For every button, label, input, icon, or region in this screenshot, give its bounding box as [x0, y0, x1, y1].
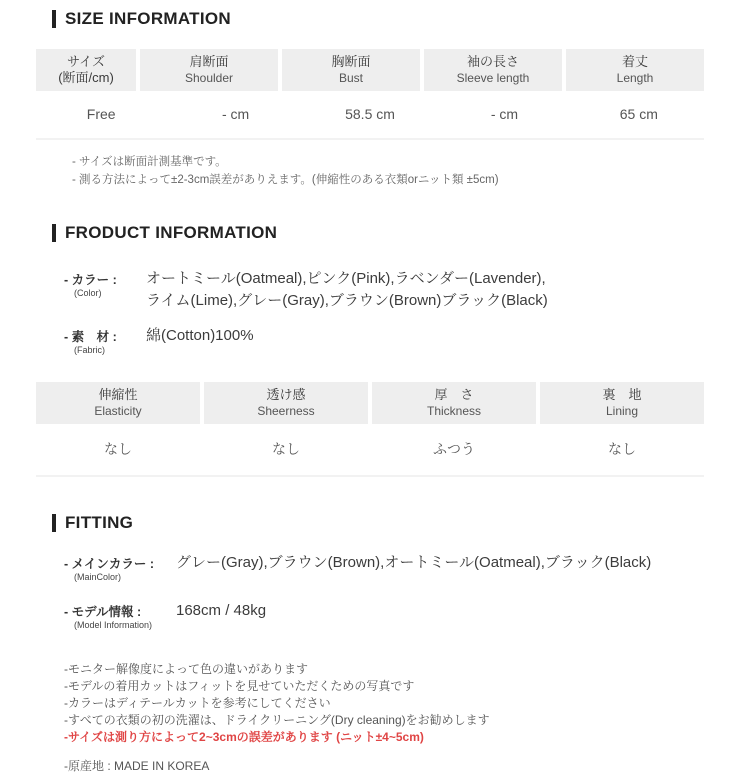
- maincolor-value: グレー(Gray),ブラウン(Brown),オートミール(Oatmeal),ブラック(Black): [176, 554, 652, 571]
- fitting-section-title-text: FITTING: [65, 513, 134, 532]
- size-notes: [72, 153, 740, 189]
- size-table: [36, 49, 704, 138]
- size-note-line: - サイズは断面計測基準です。: [72, 156, 227, 168]
- maincolor-sublabel: (MainColor): [74, 572, 122, 582]
- model-info-row: [64, 600, 740, 631]
- header-en: Bust: [338, 71, 363, 85]
- prop-header-elasticity: [36, 382, 200, 424]
- prop-value-lining: なし: [608, 441, 636, 457]
- color-sublabel: (Color): [74, 288, 102, 298]
- footer-note-line: -モデルの着用カットはフィットを見せていただくための写真です: [64, 679, 415, 693]
- fabric-label-block: [64, 325, 138, 356]
- header-en: Thickness: [426, 404, 482, 418]
- fitting-section-title: [52, 513, 740, 533]
- product-section-title-text: FRODUCT INFORMATION: [65, 223, 278, 242]
- header-en: Length: [616, 71, 654, 85]
- header-jp: サイズ: [67, 54, 105, 69]
- fabric-value: 綿(Cotton)100%: [146, 327, 254, 344]
- properties-table-header-row: [36, 382, 704, 424]
- title-bar-decoration: [52, 10, 56, 28]
- maincolor-label-block: [64, 552, 168, 583]
- size-table-header-size: [36, 49, 136, 91]
- header-jp: 胸断面: [331, 54, 371, 69]
- size-table-header-sleeve: [424, 49, 562, 91]
- properties-table-value-row: [36, 424, 704, 475]
- footer-note-line: -すべての衣類の初の洗濯は、ドライクリーニング(Dry cleaning)をお勧めします: [64, 713, 490, 727]
- color-info-row: [64, 268, 740, 312]
- prop-value-thickness: ふつう: [433, 441, 475, 457]
- model-sublabel: (Model Information): [74, 620, 153, 630]
- properties-table-divider: [36, 475, 704, 477]
- size-note-line: - 測る方法によって±2-3cm誤差がありえます。(伸縮性のある衣類orニット類 ±5cm): [72, 174, 499, 186]
- header-en: Elasticity: [94, 404, 142, 418]
- prop-header-thickness: [372, 382, 536, 424]
- size-section-title: [52, 0, 740, 29]
- header-jp: 厚 さ: [434, 387, 474, 402]
- footer-note-line: -カラーはディテールカットを参考にしてください: [64, 696, 331, 710]
- footer-notes: [64, 661, 740, 775]
- size-value-sleeve: - cm: [490, 106, 519, 122]
- footer-origin-line: -原産地 : MADE IN KOREA: [64, 759, 210, 773]
- size-table-divider: [36, 138, 704, 140]
- header-en: Sheerness: [257, 404, 315, 418]
- prop-header-sheerness: [204, 382, 368, 424]
- header-jp: 肩断面: [189, 54, 229, 69]
- fabric-sublabel: (Fabric): [74, 345, 105, 355]
- size-table-value-row: [36, 91, 704, 138]
- product-section-title: [52, 223, 740, 243]
- size-section-title-text: SIZE INFORMATION: [65, 9, 231, 28]
- size-value-shoulder: - cm: [222, 106, 250, 122]
- model-value: 168cm / 48kg: [176, 602, 267, 619]
- size-value-size: Free: [86, 106, 116, 122]
- maincolor-info-row: [64, 552, 740, 583]
- model-label: - モデル情報 :: [64, 605, 142, 619]
- color-value: [138, 268, 548, 312]
- size-value-length: 65 cm: [619, 106, 658, 122]
- fabric-info-row: [64, 325, 740, 356]
- prop-value-sheerness: なし: [272, 441, 300, 457]
- properties-table: [36, 382, 704, 475]
- color-value-line2: ライム(Lime),グレー(Gray),ブラウン(Brown)ブラック(Black): [146, 292, 548, 309]
- maincolor-label: - メインカラー :: [64, 557, 155, 571]
- header-jp: 着丈: [621, 54, 648, 69]
- title-bar-decoration: [52, 514, 56, 532]
- header-jp: 裏 地: [602, 387, 642, 402]
- model-label-block: [64, 600, 168, 631]
- prop-header-lining: [540, 382, 704, 424]
- header-jp: 伸縮性: [98, 387, 138, 402]
- header-en: (断面/cm): [58, 70, 114, 85]
- header-jp: 袖の長さ: [466, 54, 519, 69]
- header-en: Sleeve length: [456, 71, 530, 85]
- size-table-header-length: [566, 49, 704, 91]
- size-table-header-shoulder: [140, 49, 278, 91]
- size-table-header-row: [36, 49, 704, 91]
- prop-value-elasticity: なし: [104, 441, 132, 457]
- header-en: Lining: [605, 404, 639, 418]
- header-jp: 透け感: [266, 387, 306, 402]
- size-table-header-bust: [282, 49, 420, 91]
- color-label-block: [64, 268, 138, 312]
- color-value-line1: オートミール(Oatmeal),ピンク(Pink),ラベンダー(Lavender),: [146, 270, 546, 287]
- header-en: Shoulder: [184, 71, 234, 85]
- fabric-label: - 素 材 :: [64, 330, 117, 344]
- size-value-bust: 58.5 cm: [345, 106, 395, 122]
- title-bar-decoration: [52, 224, 56, 242]
- footer-note-line: -モニター解像度によって色の違いがあります: [64, 662, 308, 676]
- footer-warning-line: -サイズは測り方によって2~3cmの誤差があります (ニット±4~5cm): [64, 730, 424, 744]
- color-label: - カラー :: [64, 273, 117, 287]
